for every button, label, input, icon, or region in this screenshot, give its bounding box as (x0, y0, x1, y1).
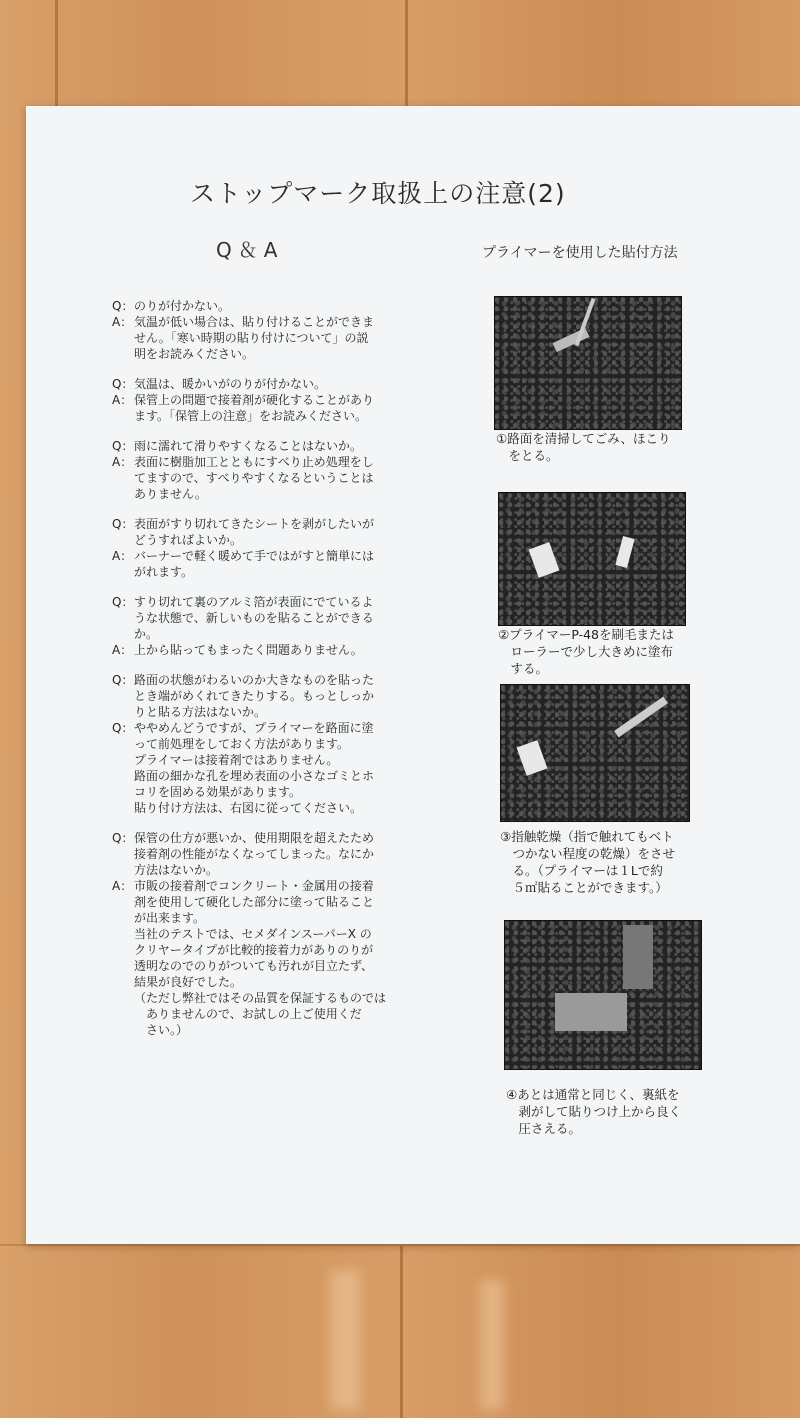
qa-line (112, 926, 442, 942)
qa-text: せん。「寒い時期の貼り付けについて」の説 (134, 331, 369, 345)
qa-block (112, 298, 442, 362)
qa-text: 雨に濡れて滑りやすくなることはないか。 (134, 439, 363, 453)
qa-line (112, 392, 442, 408)
step-1-photo (494, 296, 682, 430)
qa-line (112, 642, 442, 658)
qa-line (112, 298, 442, 314)
qa-tag: Q： (112, 721, 134, 735)
qa-line (112, 990, 442, 1006)
qa-tag (112, 862, 134, 878)
qa-text: 路面の状態がわるいのか大きなものを貼った (134, 673, 375, 687)
qa-line (112, 846, 442, 862)
qa-tag (112, 486, 134, 502)
qa-line (112, 784, 442, 800)
qa-line (112, 438, 442, 454)
qa-text: とき端がめくれてきたりする。もっとしっか (134, 689, 375, 703)
qa-tag (112, 704, 134, 720)
floor-seam (405, 0, 408, 106)
qa-tag: Q： (112, 299, 134, 313)
qa-text: すり切れて裏のアルミ箔が表面にでているよ (134, 595, 374, 609)
step-1-caption: ①路面を清掃してごみ、ほこり をとる。 (496, 431, 671, 463)
qa-tag (112, 958, 134, 974)
qa-tag (112, 330, 134, 346)
qa-line (112, 800, 442, 816)
qa-text: りと貼る方法はないか。 (134, 705, 267, 719)
qa-tag: A： (112, 549, 133, 563)
qa-text: バーナーで軽く暖めて手ではがすと簡単には (134, 549, 375, 563)
qa-tag (112, 910, 134, 926)
qa-text: どうすればよいか。 (134, 533, 243, 547)
qa-line (112, 942, 442, 958)
qa-block (112, 376, 442, 424)
qa-block (112, 438, 442, 502)
qa-line (112, 688, 442, 704)
qa-text: 上から貼ってもまったく問題ありません。 (134, 643, 363, 657)
qa-line (112, 862, 442, 878)
qa-tag (112, 926, 134, 942)
qa-tag: Q： (112, 377, 134, 391)
document-title: ストップマーク取扱上の注意(2) (190, 179, 566, 208)
qa-text: 保管上の問題で接着剤が硬化することがあり (134, 393, 375, 407)
qa-text: 剤を使用して硬化した部分に塗って貼ること (134, 895, 375, 909)
qa-tag (112, 564, 134, 580)
qa-text: 路面の細かな孔を埋め表面の小さなゴミとホ (134, 769, 375, 783)
qa-heading: Q＆A (216, 238, 284, 262)
qa-text: が出来ます。 (134, 911, 206, 925)
qa-text: クリヤータイプが比較的接着力がありのりが (134, 943, 374, 957)
qa-line (112, 830, 442, 846)
qa-text: 方法はないか。 (134, 863, 219, 877)
qa-text: 気温が低い場合は、貼り付けることができま (134, 315, 375, 329)
qa-text: 接着剤の性能がなくなってしまった。なにか (134, 847, 375, 861)
qa-tag (112, 610, 134, 626)
qa-tag (112, 408, 134, 424)
qa-line (112, 470, 442, 486)
qa-line (112, 330, 442, 346)
qa-tag (112, 800, 134, 816)
qa-line (112, 672, 442, 688)
qa-block (112, 672, 442, 816)
qa-line (112, 720, 442, 736)
qa-text: 表面に樹脂加工とともにすべり止め処理をし (134, 455, 374, 469)
qa-block (112, 516, 442, 580)
qa-text: 表面がすり切れてきたシートを剥がしたいが (134, 517, 375, 531)
qa-line (112, 894, 442, 910)
qa-tag: Q： (112, 831, 134, 845)
step-3-caption: ③指触乾燥（指で触れてもベト つかない程度の乾燥）をさせ る。（プライマーは１Lで約 ５㎡貼ることができます。） (500, 829, 676, 895)
qa-tag (112, 942, 134, 958)
document-sheet (26, 106, 800, 1244)
step-4-photo (504, 920, 702, 1070)
qa-text: ありません。 (134, 487, 207, 501)
qa-tag: A： (112, 393, 133, 407)
qa-line (112, 454, 442, 470)
step-4-caption: ④あとは通常と同じく、裏紙を 剥がして貼りつけ上から良く 圧さえる。 (506, 1087, 682, 1136)
qa-line (112, 768, 442, 784)
qa-tag (112, 1006, 134, 1022)
qa-tag (112, 626, 134, 642)
qa-tag (112, 1022, 134, 1038)
qa-line (112, 878, 442, 894)
qa-text: さい。） (134, 1023, 189, 1037)
qa-text: か。 (134, 627, 159, 641)
qa-text: がれます。 (134, 565, 194, 579)
qa-tag (112, 784, 134, 800)
qa-text: 保管の仕方が悪いか、使用期限を超えたため (134, 831, 375, 845)
qa-line (112, 314, 442, 330)
qa-text: ありませんので、お試しの上ご使用くだ (134, 1007, 362, 1021)
qa-tag: A： (112, 455, 133, 469)
qa-block (112, 830, 442, 1038)
qa-text: うな状態で、新しいものを貼ることができる (134, 611, 374, 625)
qa-tag (112, 990, 134, 1006)
qa-text: 結果が良好でした。 (134, 975, 243, 989)
qa-line (112, 594, 442, 610)
qa-tag (112, 768, 134, 784)
qa-tag (112, 532, 134, 548)
floor-seam (55, 0, 58, 106)
qa-tag: A： (112, 643, 133, 657)
qa-line (112, 376, 442, 392)
qa-text: 透明なのでのりがついても汚れが目立たず、 (134, 959, 374, 973)
qa-tag (112, 736, 134, 752)
qa-tag (112, 346, 134, 362)
qa-text: ます。「保管上の注意」をお読みください。 (134, 409, 368, 423)
qa-tag (112, 470, 134, 486)
qa-tag: A： (112, 315, 133, 329)
floor-glare (330, 1270, 360, 1410)
method-heading: プライマーを使用した貼付方法 (482, 245, 678, 261)
qa-text: （ただし弊社ではその品質を保証するものでは (134, 991, 387, 1005)
qa-text: コリを固める効果があります。 (134, 785, 302, 799)
qa-text: 貼り付け方法は、右図に従ってください。 (134, 801, 363, 815)
qa-tag (112, 894, 134, 910)
qa-text: ややめんどうですが、プライマーを路面に塗 (134, 721, 374, 735)
qa-line (112, 704, 442, 720)
qa-line (112, 626, 442, 642)
qa-line (112, 610, 442, 626)
qa-line (112, 1022, 442, 1038)
sheet-shape (555, 993, 627, 1031)
step-3-photo (500, 684, 690, 822)
qa-text: てますので、すべりやすくなるということは (134, 471, 374, 485)
qa-line (112, 974, 442, 990)
qa-line (112, 486, 442, 502)
qa-text: のりが付かない。 (134, 299, 231, 313)
qa-tag: Q： (112, 439, 134, 453)
qa-tag (112, 974, 134, 990)
qa-line (112, 958, 442, 974)
qa-text: プライマーは接着剤ではありません。 (134, 753, 339, 767)
qa-text: って前処理をしておく方法があります。 (134, 737, 350, 751)
qa-line (112, 752, 442, 768)
qa-tag: Q： (112, 673, 134, 687)
qa-text: 気温は、暖かいがのりが付かない。 (134, 377, 327, 391)
qa-tag: A： (112, 879, 133, 893)
qa-line (112, 564, 442, 580)
qa-tag: Q： (112, 595, 134, 609)
qa-tag: Q： (112, 517, 134, 531)
qa-tag (112, 846, 134, 862)
qa-tag (112, 752, 134, 768)
qa-block (112, 594, 442, 658)
step-2-photo (498, 492, 686, 626)
floor-seam (400, 1246, 403, 1418)
qa-line (112, 408, 442, 424)
qa-line (112, 736, 442, 752)
leg-shape (623, 925, 653, 989)
qa-line (112, 346, 442, 362)
qa-line (112, 1006, 442, 1022)
step-2-caption: ②プライマーP-48を刷毛または ローラーで少し大きめに塗布 する。 (498, 627, 675, 676)
qa-text: 当社のテストでは、セメダインスーパーX の (134, 927, 372, 941)
qa-line (112, 532, 442, 548)
qa-line (112, 910, 442, 926)
qa-line (112, 516, 442, 532)
qa-text: 明をお読みください。 (134, 347, 255, 361)
qa-tag (112, 688, 134, 704)
floor-glare (480, 1280, 504, 1410)
qa-text: 市販の接着剤でコンクリート・金属用の接着 (134, 879, 374, 893)
qa-line (112, 548, 442, 564)
qa-list (112, 298, 442, 1038)
